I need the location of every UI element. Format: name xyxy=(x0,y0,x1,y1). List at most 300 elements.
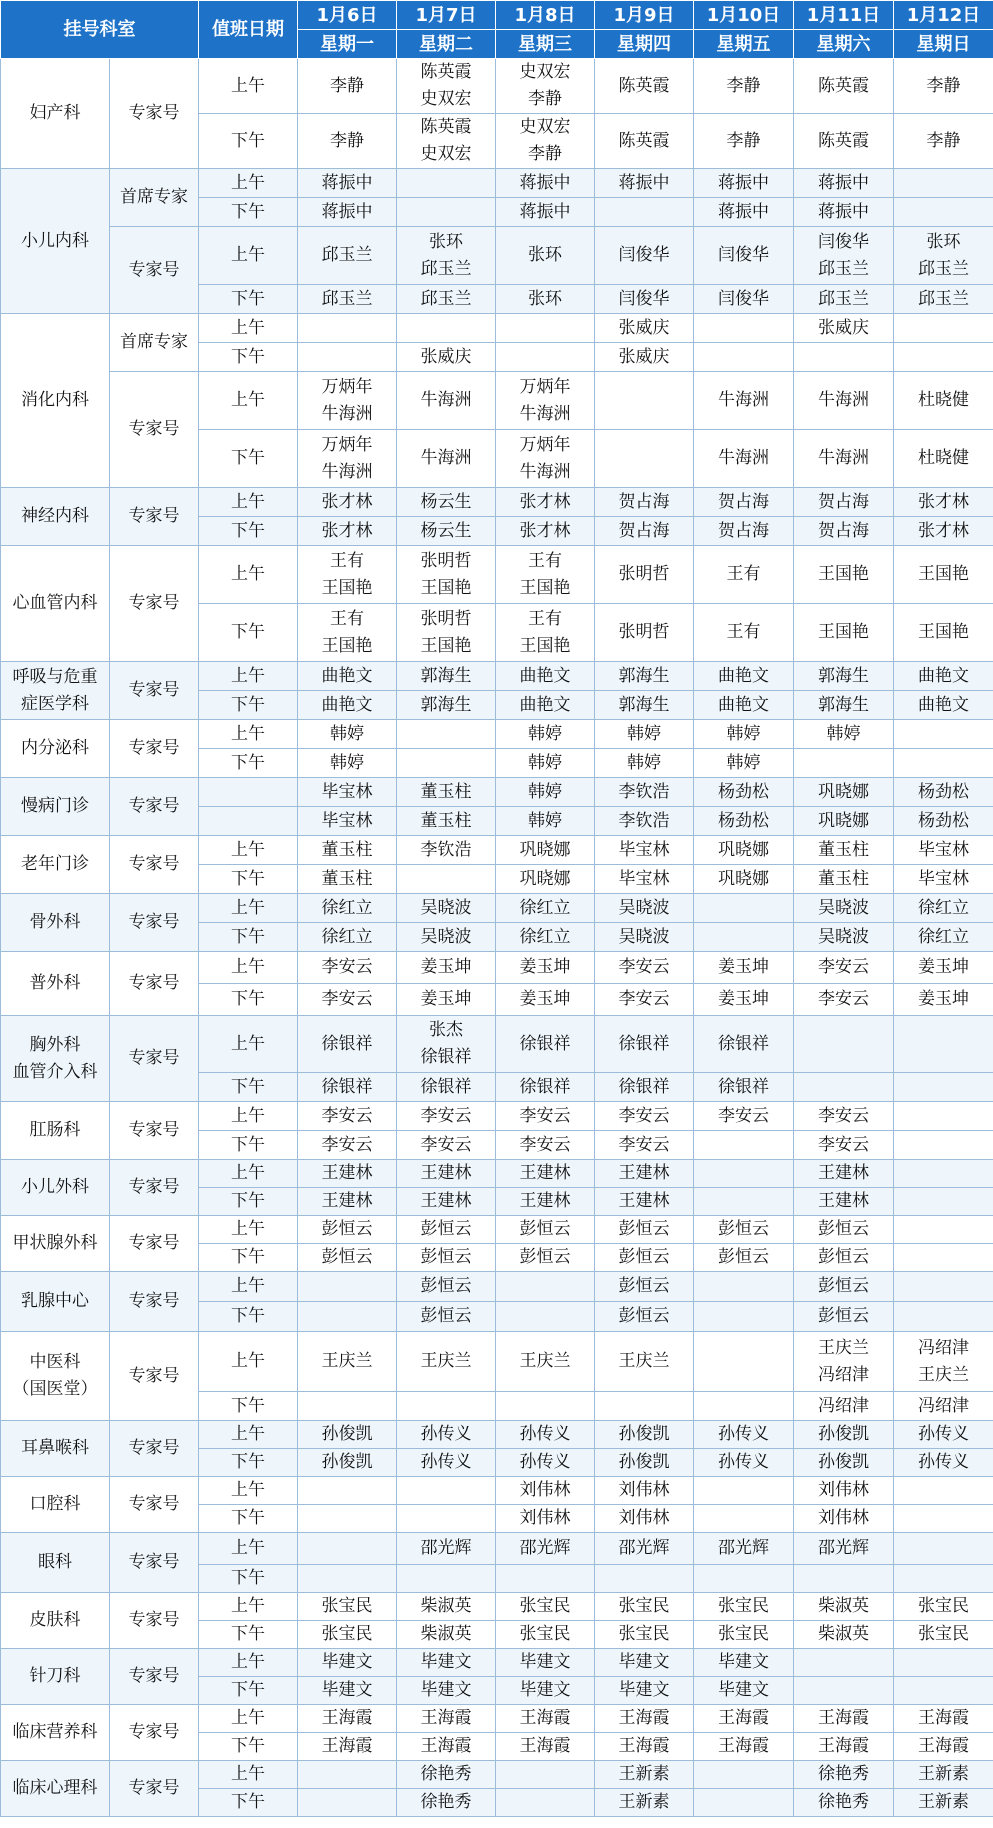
doctor-cell: 邱玉兰 xyxy=(298,227,397,285)
doctor-cell: 王海霞 xyxy=(794,1733,894,1761)
doctor-cell: 李安云 xyxy=(794,984,894,1016)
table-row xyxy=(1,836,993,865)
registration-type: 专家号 xyxy=(110,778,199,836)
period-cell: 上午 xyxy=(199,59,298,114)
doctor-cell: 杜晓健 xyxy=(894,372,993,430)
doctor-cell: 王建林 xyxy=(298,1160,397,1188)
cell-line: 王有 xyxy=(330,550,364,571)
table-row xyxy=(1,662,993,691)
period-cell: 上午 xyxy=(199,314,298,343)
cell-line: 王庆兰 xyxy=(818,1337,869,1358)
doctor-cell xyxy=(794,1016,894,1073)
cell-line: 万炳年 xyxy=(519,434,571,455)
doctor-cell: 张宝民 xyxy=(894,1621,993,1649)
doctor-cell xyxy=(397,1565,496,1593)
registration-type: 专家号 xyxy=(110,1272,199,1332)
doctor-cell: 吴晓波 xyxy=(794,923,894,952)
doctor-cell: 徐艳秀 xyxy=(794,1789,894,1817)
period-cell: 上午 xyxy=(199,894,298,923)
doctor-cell xyxy=(894,1505,993,1533)
doctor-cell: 李安云 xyxy=(794,1131,894,1160)
doctor-cell xyxy=(397,1477,496,1505)
doctor-cell: 李钦浩 xyxy=(595,778,694,807)
doctor-cell: 毕建文 xyxy=(298,1649,397,1677)
period-cell: 上午 xyxy=(199,488,298,517)
doctor-cell: 毕宝林 xyxy=(298,778,397,807)
cell-line: 王有 xyxy=(528,608,562,629)
doctor-cell: 孙传义 xyxy=(496,1421,595,1449)
roster-header xyxy=(1,1,993,59)
doctor-cell: 张宝民 xyxy=(595,1621,694,1649)
doctor-cell: 姜玉坤 xyxy=(694,952,794,984)
doctor-cell: 彭恒云 xyxy=(595,1244,694,1272)
doctor-cell: 王建林 xyxy=(496,1188,595,1216)
registration-type: 专家号 xyxy=(110,488,199,546)
doctor-cell: 曲艳文 xyxy=(298,691,397,720)
doctor-cell: 徐银祥 xyxy=(298,1016,397,1073)
doctor-cell xyxy=(397,227,496,285)
doctor-cell xyxy=(894,1332,993,1392)
doctor-cell: 李安云 xyxy=(496,1131,595,1160)
doctor-cell xyxy=(595,372,694,430)
doctor-cell: 牛海洲 xyxy=(694,430,794,488)
doctor-cell: 邵光辉 xyxy=(397,1533,496,1565)
period-cell: 下午 xyxy=(199,1565,298,1593)
doctor-cell: 刘伟林 xyxy=(595,1477,694,1505)
registration-type: 专家号 xyxy=(110,1421,199,1477)
cell-line: 血管介入科 xyxy=(12,1061,98,1082)
period-cell: 下午 xyxy=(199,1789,298,1817)
registration-type: 专家号 xyxy=(110,1705,199,1761)
doctor-cell: 邵光辉 xyxy=(794,1533,894,1565)
header-weekday: 星期日 xyxy=(894,30,993,59)
doctor-cell xyxy=(694,923,794,952)
doctor-cell xyxy=(397,1505,496,1533)
doctor-cell xyxy=(694,1565,794,1593)
period-cell: 上午 xyxy=(199,169,298,198)
cell-line: 闫俊华 xyxy=(818,231,869,252)
registration-type: 专家号 xyxy=(110,1593,199,1649)
doctor-cell: 张才林 xyxy=(298,488,397,517)
period-cell: 上午 xyxy=(199,372,298,430)
table-row xyxy=(1,1160,993,1188)
table-row xyxy=(1,778,993,807)
table-row xyxy=(1,314,993,343)
cell-line: 症医学科 xyxy=(21,693,89,714)
doctor-cell xyxy=(694,1332,794,1392)
doctor-cell: 陈英霞 xyxy=(794,114,894,169)
period-cell: 下午 xyxy=(199,114,298,169)
period-cell: 上午 xyxy=(199,1705,298,1733)
doctor-cell: 韩婷 xyxy=(496,720,595,749)
registration-type: 专家号 xyxy=(110,1016,199,1102)
doctor-cell: 王建林 xyxy=(298,1188,397,1216)
doctor-cell: 曲艳文 xyxy=(694,691,794,720)
doctor-cell: 李安云 xyxy=(694,1102,794,1131)
doctor-cell xyxy=(496,314,595,343)
doctor-cell xyxy=(694,314,794,343)
table-row xyxy=(1,227,993,285)
doctor-cell: 徐银祥 xyxy=(298,1073,397,1102)
doctor-cell: 徐红立 xyxy=(298,923,397,952)
doctor-cell: 张才林 xyxy=(894,517,993,546)
doctor-cell: 徐艳秀 xyxy=(397,1789,496,1817)
cell-line: 李静 xyxy=(528,144,562,164)
period-cell: 上午 xyxy=(199,1160,298,1188)
period-cell: 下午 xyxy=(199,865,298,894)
doctor-cell: 张宝民 xyxy=(595,1593,694,1621)
cell-line: 张环 xyxy=(926,231,961,252)
department-name: 乳腺中心 xyxy=(1,1272,110,1332)
doctor-cell: 李静 xyxy=(894,59,993,114)
doctor-cell: 彭恒云 xyxy=(794,1272,894,1302)
department-name: 普外科 xyxy=(1,952,110,1016)
period-cell: 上午 xyxy=(199,1649,298,1677)
doctor-cell: 柴淑英 xyxy=(397,1621,496,1649)
doctor-cell xyxy=(397,198,496,227)
cell-line: 邱玉兰 xyxy=(818,258,869,279)
doctor-cell: 王建林 xyxy=(397,1160,496,1188)
doctor-cell: 杨云生 xyxy=(397,517,496,546)
doctor-cell: 毕建文 xyxy=(595,1677,694,1705)
doctor-cell: 贺占海 xyxy=(794,488,894,517)
doctor-cell: 王海霞 xyxy=(595,1733,694,1761)
doctor-cell: 李安云 xyxy=(595,1102,694,1131)
registration-type: 首席专家 xyxy=(110,314,199,372)
doctor-cell xyxy=(496,1272,595,1302)
doctor-cell: 董玉柱 xyxy=(298,865,397,894)
period-cell: 下午 xyxy=(199,923,298,952)
doctor-cell: 刘伟林 xyxy=(794,1505,894,1533)
doctor-cell: 毕建文 xyxy=(397,1649,496,1677)
period-cell: 上午 xyxy=(199,952,298,984)
period-cell: 下午 xyxy=(199,285,298,314)
cell-line: 王有 xyxy=(528,550,562,571)
period-cell: 下午 xyxy=(199,198,298,227)
doctor-cell xyxy=(894,1160,993,1188)
doctor-cell: 毕建文 xyxy=(397,1677,496,1705)
registration-type: 专家号 xyxy=(110,720,199,778)
doctor-cell: 王庆兰 xyxy=(298,1332,397,1392)
doctor-cell: 牛海洲 xyxy=(794,430,894,488)
doctor-cell: 徐银祥 xyxy=(496,1073,595,1102)
registration-type: 专家号 xyxy=(110,59,199,169)
doctor-cell: 孙传义 xyxy=(496,1449,595,1477)
cell-line: 张杰 xyxy=(429,1020,463,1040)
doctor-cell: 柴淑英 xyxy=(794,1593,894,1621)
period-cell xyxy=(199,778,298,807)
doctor-cell xyxy=(694,1477,794,1505)
doctor-cell xyxy=(496,1302,595,1332)
doctor-cell xyxy=(794,1073,894,1102)
doctor-cell xyxy=(794,749,894,778)
doctor-cell: 李安云 xyxy=(595,1131,694,1160)
doctor-cell xyxy=(298,430,397,488)
doctor-cell: 徐银祥 xyxy=(595,1016,694,1073)
doctor-cell: 王新素 xyxy=(894,1789,993,1817)
doctor-cell xyxy=(894,1649,993,1677)
doctor-cell: 彭恒云 xyxy=(794,1244,894,1272)
doctor-cell: 李安云 xyxy=(595,984,694,1016)
doctor-cell: 孙俊凯 xyxy=(298,1421,397,1449)
cell-line: 史双宏 xyxy=(519,62,571,82)
doctor-cell: 孙俊凯 xyxy=(794,1449,894,1477)
period-cell: 下午 xyxy=(199,1244,298,1272)
period-cell: 下午 xyxy=(199,984,298,1016)
doctor-cell: 郭海生 xyxy=(794,662,894,691)
registration-type: 专家号 xyxy=(110,662,199,720)
doctor-cell: 王国艳 xyxy=(894,604,993,662)
doctor-cell: 冯绍津 xyxy=(794,1392,894,1421)
doctor-cell xyxy=(298,314,397,343)
department-name: 小儿内科 xyxy=(1,169,110,314)
doctor-cell xyxy=(496,1565,595,1593)
cell-line: 冯绍津 xyxy=(818,1364,869,1385)
doctor-cell xyxy=(298,1789,397,1817)
period-cell: 下午 xyxy=(199,1505,298,1533)
doctor-cell xyxy=(894,169,993,198)
doctor-cell: 李安云 xyxy=(794,1102,894,1131)
doctor-cell: 蒋振中 xyxy=(694,198,794,227)
table-row xyxy=(1,1533,993,1565)
doctor-cell xyxy=(397,749,496,778)
registration-type: 专家号 xyxy=(110,1649,199,1705)
doctor-cell xyxy=(298,1533,397,1565)
doctor-cell: 彭恒云 xyxy=(298,1244,397,1272)
department-name: 老年门诊 xyxy=(1,836,110,894)
cell-line: 张明哲 xyxy=(420,608,472,629)
doctor-cell xyxy=(496,604,595,662)
doctor-cell: 刘伟林 xyxy=(595,1505,694,1533)
doctor-cell: 彭恒云 xyxy=(397,1302,496,1332)
doctor-cell: 彭恒云 xyxy=(595,1216,694,1244)
registration-type: 专家号 xyxy=(110,894,199,952)
doctor-cell: 李安云 xyxy=(397,1102,496,1131)
doctor-cell xyxy=(397,169,496,198)
doctor-cell: 蒋振中 xyxy=(298,198,397,227)
doctor-cell xyxy=(894,1016,993,1073)
doctor-cell: 张宝民 xyxy=(894,1593,993,1621)
doctor-cell: 王建林 xyxy=(496,1160,595,1188)
doctor-cell: 彭恒云 xyxy=(397,1244,496,1272)
cell-line: 陈英霞 xyxy=(420,117,472,137)
doctor-cell: 闫俊华 xyxy=(595,285,694,314)
doctor-cell xyxy=(496,343,595,372)
doctor-cell: 徐艳秀 xyxy=(397,1761,496,1789)
doctor-cell: 韩婷 xyxy=(595,749,694,778)
cell-line: 史双宏 xyxy=(420,89,472,109)
doctor-cell: 姜玉坤 xyxy=(694,984,794,1016)
doctor-cell: 吴晓波 xyxy=(397,894,496,923)
doctor-cell: 巩晓娜 xyxy=(496,865,595,894)
doctor-cell: 蒋振中 xyxy=(496,169,595,198)
department-name: 消化内科 xyxy=(1,314,110,488)
cell-line: 王有 xyxy=(330,608,364,629)
doctor-cell: 郭海生 xyxy=(595,662,694,691)
doctor-cell xyxy=(794,1565,894,1593)
doctor-cell: 徐红立 xyxy=(298,894,397,923)
doctor-cell: 董玉柱 xyxy=(794,865,894,894)
doctor-cell xyxy=(794,227,894,285)
department-name: 小儿外科 xyxy=(1,1160,110,1216)
doctor-cell: 王新素 xyxy=(894,1761,993,1789)
department-name: 耳鼻喉科 xyxy=(1,1421,110,1477)
doctor-cell: 毕建文 xyxy=(496,1649,595,1677)
registration-type: 专家号 xyxy=(110,546,199,662)
period-cell: 上午 xyxy=(199,1761,298,1789)
doctor-cell: 牛海洲 xyxy=(694,372,794,430)
roster-body xyxy=(1,59,993,1817)
doctor-cell: 王建林 xyxy=(794,1160,894,1188)
doctor-cell: 王建林 xyxy=(397,1188,496,1216)
doctor-cell: 李钦浩 xyxy=(595,807,694,836)
doctor-cell: 王海霞 xyxy=(694,1705,794,1733)
doctor-cell: 贺占海 xyxy=(595,488,694,517)
doctor-cell xyxy=(298,604,397,662)
doctor-cell: 孙传义 xyxy=(694,1421,794,1449)
doctor-cell xyxy=(694,1761,794,1789)
doctor-cell: 孙传义 xyxy=(694,1449,794,1477)
doctor-cell: 闫俊华 xyxy=(694,227,794,285)
doctor-cell: 郭海生 xyxy=(794,691,894,720)
doctor-cell: 徐红立 xyxy=(496,923,595,952)
doctor-cell xyxy=(794,1677,894,1705)
doctor-cell: 徐银祥 xyxy=(595,1073,694,1102)
doctor-cell: 刘伟林 xyxy=(794,1477,894,1505)
department-name: 口腔科 xyxy=(1,1477,110,1533)
doctor-cell: 徐银祥 xyxy=(496,1016,595,1073)
doctor-cell: 蒋振中 xyxy=(496,198,595,227)
cell-line: 张明哲 xyxy=(420,550,472,571)
doctor-cell: 邵光辉 xyxy=(496,1533,595,1565)
cell-line: 张环 xyxy=(429,231,463,252)
table-row xyxy=(1,894,993,923)
doctor-cell xyxy=(894,1073,993,1102)
doctor-cell: 邵光辉 xyxy=(694,1533,794,1565)
cell-line: 王国艳 xyxy=(420,635,472,656)
doctor-cell: 姜玉坤 xyxy=(894,952,993,984)
doctor-cell: 姜玉坤 xyxy=(496,952,595,984)
doctor-cell: 吴晓波 xyxy=(397,923,496,952)
table-row xyxy=(1,169,993,198)
doctor-cell: 韩婷 xyxy=(496,807,595,836)
cell-line: 王国艳 xyxy=(321,635,373,656)
cell-line: 邱玉兰 xyxy=(420,258,472,279)
doctor-cell xyxy=(298,1392,397,1421)
doctor-cell: 吴晓波 xyxy=(595,894,694,923)
doctor-cell: 王海霞 xyxy=(397,1705,496,1733)
doctor-cell: 王新素 xyxy=(595,1789,694,1817)
doctor-cell xyxy=(694,1505,794,1533)
doctor-cell: 王庆兰 xyxy=(595,1332,694,1392)
doctor-cell: 李安云 xyxy=(496,1102,595,1131)
registration-type: 专家号 xyxy=(110,372,199,488)
doctor-cell xyxy=(894,1477,993,1505)
cell-line: 王国艳 xyxy=(321,577,373,598)
doctor-cell: 韩婷 xyxy=(595,720,694,749)
doctor-cell: 邱玉兰 xyxy=(794,285,894,314)
doctor-cell: 董玉柱 xyxy=(397,778,496,807)
doctor-cell: 彭恒云 xyxy=(496,1244,595,1272)
doctor-cell: 徐红立 xyxy=(496,894,595,923)
period-cell: 上午 xyxy=(199,1272,298,1302)
doctor-cell xyxy=(694,343,794,372)
table-row xyxy=(1,1272,993,1302)
doctor-cell xyxy=(595,430,694,488)
doctor-cell: 李安云 xyxy=(298,1102,397,1131)
department-name xyxy=(1,1016,110,1102)
doctor-cell: 李安云 xyxy=(397,1131,496,1160)
doctor-cell: 徐红立 xyxy=(894,894,993,923)
doctor-cell: 董玉柱 xyxy=(794,836,894,865)
table-row xyxy=(1,546,993,604)
department-name: 肛肠科 xyxy=(1,1102,110,1160)
doctor-cell: 徐银祥 xyxy=(397,1073,496,1102)
doctor-cell xyxy=(694,1789,794,1817)
doctor-cell: 王国艳 xyxy=(894,546,993,604)
table-row xyxy=(1,952,993,984)
doctor-cell: 王海霞 xyxy=(298,1733,397,1761)
period-cell: 下午 xyxy=(199,1677,298,1705)
doctor-cell xyxy=(496,114,595,169)
doctor-cell: 曲艳文 xyxy=(894,662,993,691)
doctor-cell: 巩晓娜 xyxy=(694,836,794,865)
doctor-cell: 徐红立 xyxy=(894,923,993,952)
doctor-cell: 孙俊凯 xyxy=(595,1421,694,1449)
doctor-cell: 张威庆 xyxy=(595,343,694,372)
doctor-cell: 孙俊凯 xyxy=(595,1449,694,1477)
table-row xyxy=(1,372,993,430)
doctor-cell: 王新素 xyxy=(595,1761,694,1789)
doctor-cell: 孙俊凯 xyxy=(298,1449,397,1477)
doctor-cell: 王海霞 xyxy=(298,1705,397,1733)
department-name: 针刀科 xyxy=(1,1649,110,1705)
period-cell: 上午 xyxy=(199,836,298,865)
registration-type: 专家号 xyxy=(110,1477,199,1533)
doctor-cell: 刘伟林 xyxy=(496,1505,595,1533)
doctor-cell: 吴晓波 xyxy=(794,894,894,923)
table-row xyxy=(1,1016,993,1073)
doctor-cell: 蒋振中 xyxy=(298,169,397,198)
cell-line: 王庆兰 xyxy=(918,1364,969,1385)
doctor-cell: 冯绍津 xyxy=(894,1392,993,1421)
doctor-cell xyxy=(894,720,993,749)
period-cell: 下午 xyxy=(199,1449,298,1477)
doctor-cell xyxy=(694,1188,794,1216)
doctor-cell: 孙俊凯 xyxy=(794,1421,894,1449)
doctor-cell xyxy=(298,1761,397,1789)
header-weekday: 星期一 xyxy=(298,30,397,59)
cell-line: 牛海洲 xyxy=(519,461,571,482)
doctor-cell xyxy=(496,1392,595,1421)
doctor-cell xyxy=(397,720,496,749)
cell-line: 史双宏 xyxy=(519,117,571,137)
period-cell: 上午 xyxy=(199,546,298,604)
table-row xyxy=(1,1421,993,1449)
period-cell: 下午 xyxy=(199,517,298,546)
doctor-cell xyxy=(894,1188,993,1216)
header-department: 挂号科室 xyxy=(1,1,199,59)
doctor-cell: 彭恒云 xyxy=(397,1216,496,1244)
doctor-cell: 张宝民 xyxy=(694,1593,794,1621)
doctor-cell: 董玉柱 xyxy=(298,836,397,865)
doctor-cell: 韩婷 xyxy=(694,720,794,749)
doctor-cell: 毕宝林 xyxy=(298,807,397,836)
table-row xyxy=(1,720,993,749)
doctor-cell: 毕建文 xyxy=(694,1649,794,1677)
doctor-cell: 孙传义 xyxy=(894,1449,993,1477)
table-row xyxy=(1,59,993,114)
